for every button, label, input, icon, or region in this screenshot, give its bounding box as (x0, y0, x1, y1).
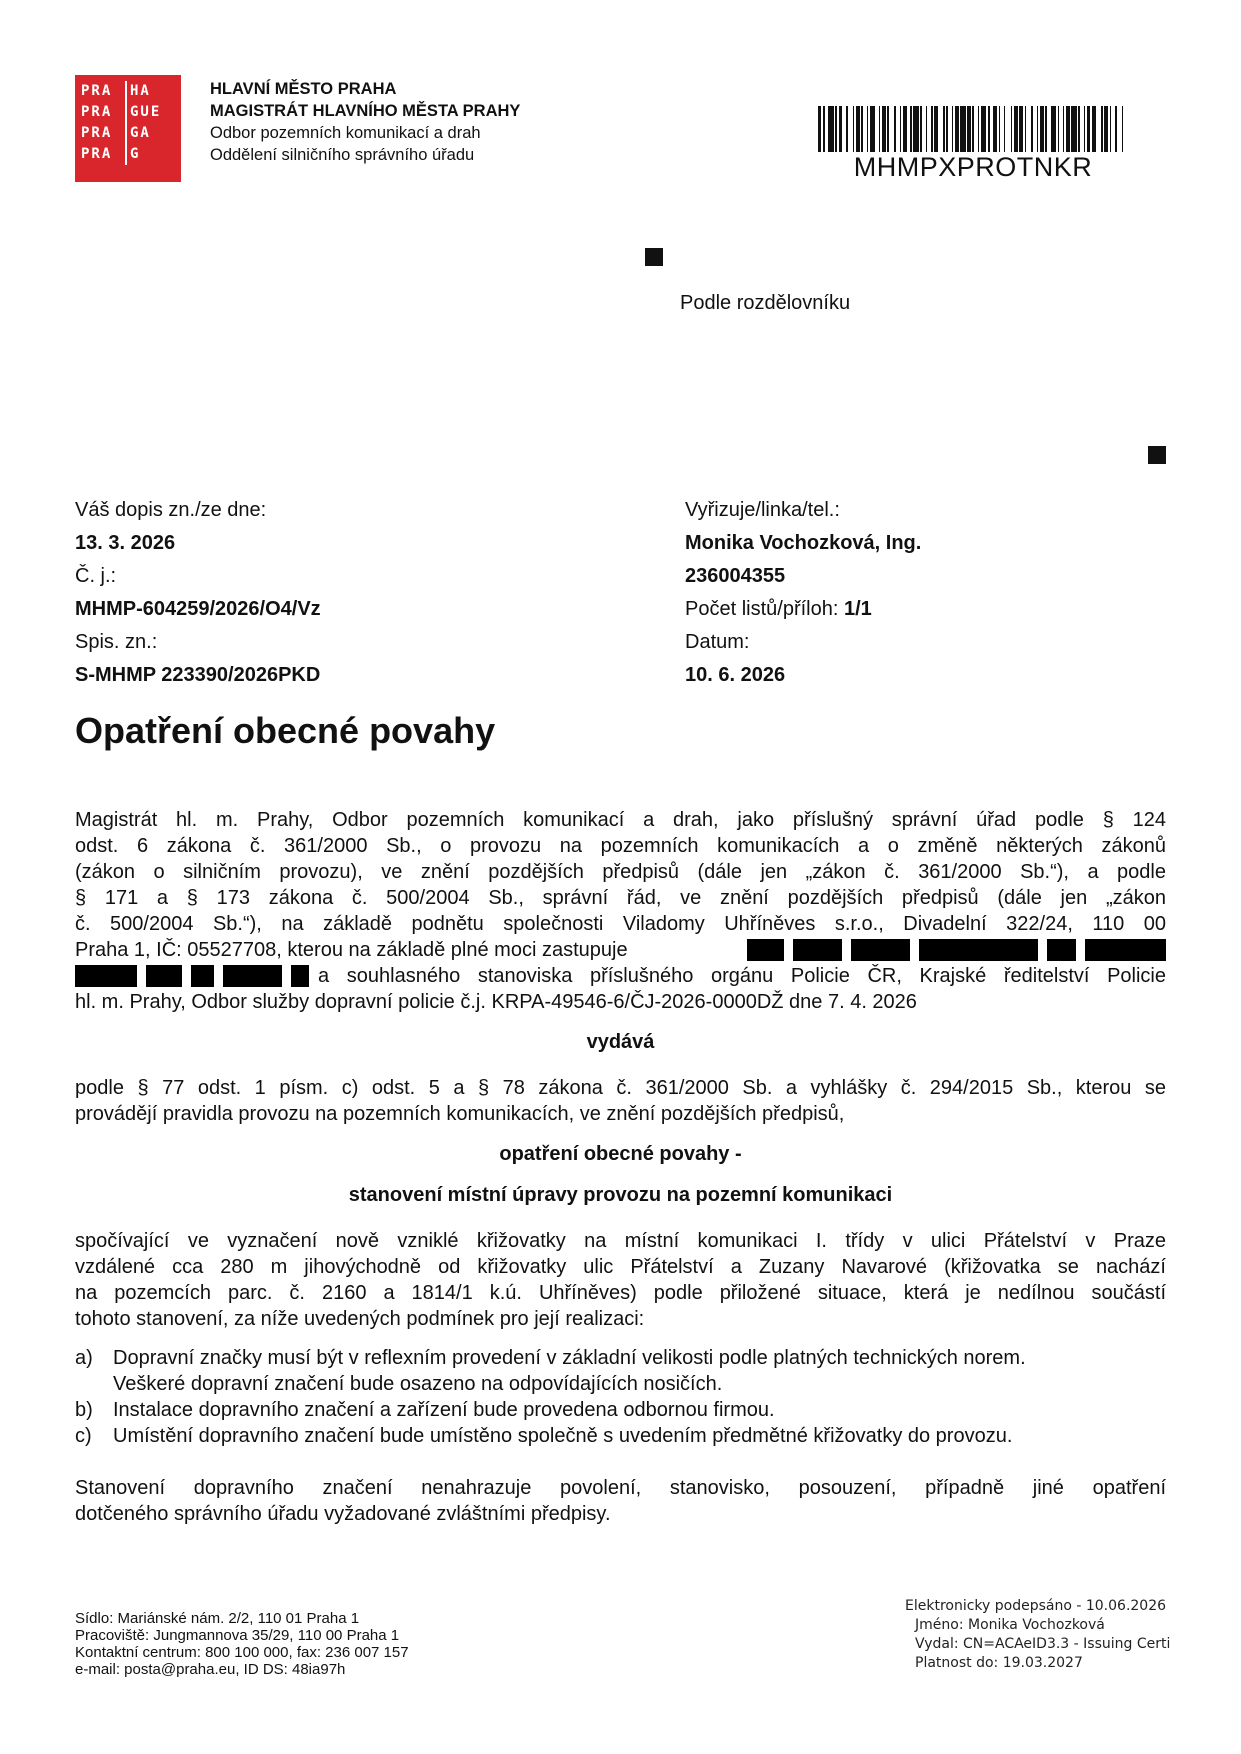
condition-line: Umístění dopravního značení bude umístěno společně s uvedením předmětné křižovatky do provozu. (113, 1425, 1013, 1447)
redaction (75, 965, 137, 987)
redaction (146, 965, 182, 987)
logo-letters: HA (125, 81, 169, 102)
condition-line: Veškeré dopravní značení bude osazeno na odpovídajících nosičích. (113, 1373, 723, 1395)
letter-ref-label: Váš dopis zn./ze dne: (75, 499, 267, 521)
org-city: HLAVNÍ MĚSTO PRAHA (210, 80, 397, 98)
logo-letters: GA (125, 123, 169, 144)
logo-letters: PRA (81, 83, 113, 99)
document-title: Opatření obecné povahy (75, 710, 496, 751)
legal-line: provádějí pravidla provozu na pozemních komunikacích, ve znění pozdějších předpisů, (75, 1103, 845, 1125)
barcode-bar (1123, 106, 1126, 152)
description-line: vzdálené cca 280 m jihovýchodně od křižovatky ulic Přátelství a Zuzany Navarové (křižovatka se nachází (75, 1256, 1166, 1278)
prague-logo (75, 75, 181, 182)
intro-line: odst. 6 zákona č. 361/2000 Sb., o provozu na pozemních komunikacích a o změně některých zákonů (75, 835, 1166, 857)
org-department: Odbor pozemních komunikací a drah (210, 124, 481, 142)
issues-heading: vydává (586, 1031, 655, 1053)
description-line: tohoto stanovení, za níže uvedených podmínek pro její realizaci: (75, 1308, 645, 1330)
description-line: na pozemcích parc. č. 2160 a 1814/1 k.ú. Uhříněves) podle přiložené situace, která je nedílnou součástí (75, 1282, 1166, 1304)
handler-name: Monika Vochozková, Ing. (685, 532, 922, 554)
logo-letters: G (125, 144, 169, 165)
signature-name: Jméno: Monika Vochozková (915, 1617, 1105, 1633)
condition-label: a) (75, 1347, 93, 1369)
conditions-list (75, 1345, 1166, 1449)
electronic-signature (905, 1597, 1170, 1673)
document-date: 10. 6. 2026 (685, 664, 786, 686)
pages-value: 1/1 (843, 598, 872, 620)
intro-line-7: a souhlasného stanoviska příslušného orgánu Policie ČR, Krajské ředitelství Policie (75, 963, 1166, 989)
signature-date: Elektronicky podepsáno - 10.06.2026 (905, 1598, 1167, 1614)
condition-label: b) (75, 1399, 93, 1421)
condition-line: Instalace dopravního značení a zařízení bude provedena odbornou firmou. (113, 1399, 775, 1421)
redaction (1047, 939, 1076, 961)
signature-issuer: Vydal: CN=ACAeID3.3 - Issuing Certi (915, 1636, 1171, 1652)
barcode-text: MHMPXPROTNKR (853, 152, 1093, 182)
intro-line: § 171 a § 173 zákona č. 500/2004 Sb., správní řád, ve znění pozdějších předpisů (dále jen „zákon (75, 887, 1166, 909)
file-number-label: Spis. zn.: (75, 631, 158, 653)
org-magistrate: MAGISTRÁT HLAVNÍHO MĚSTA PRAHY (210, 102, 521, 120)
footer-contacts (75, 1610, 409, 1678)
closing-paragraph (75, 1475, 1166, 1527)
intro-line: (zákon o silničním provozu), ve znění pozdějších předpisů (dále jen „zákon č. 361/2000 Sb.“), a podle (75, 861, 1166, 883)
condition-item (75, 1345, 1166, 1397)
intro-paragraph (75, 807, 1166, 1015)
logo-letters: PRA (81, 146, 113, 162)
description-line: spočívající ve vyznačení nově vzniklé křižovatky na místní komunikaci I. třídy v ulici Přátelství v Praze (75, 1230, 1166, 1252)
contact-block (685, 494, 921, 692)
address-marker-bottom (1148, 446, 1166, 464)
intro-line-8: hl. m. Prahy, Odbor služby dopravní policie č.j. KRPA-49546-6/ČJ-2026-0000DŽ dne 7. 4. 2026 (75, 991, 917, 1013)
legal-line: podle § 77 odst. 1 písm. c) odst. 5 a § 78 zákona č. 361/2000 Sb. a vyhlášky č. 294/2015 Sb., kterou se (75, 1077, 1166, 1099)
legal-basis-paragraph (75, 1075, 1166, 1127)
footer-email: e-mail: posta@praha.eu, ID DS: 48ia97h (75, 1661, 346, 1678)
condition-text (113, 1423, 1012, 1449)
intro-line-6: Praha 1, IČ: 05527708, kterou na základě plné moci zastupuje (75, 937, 1166, 963)
condition-item (75, 1423, 1166, 1449)
condition-text (113, 1397, 775, 1423)
closing-line: dotčeného správního úřadu vyžadované zvláštními předpisy. (75, 1503, 611, 1525)
redaction (291, 965, 309, 987)
closing-line: Stanovení dopravního značení nenahrazuje povolení, stanovisko, posouzení, případně jiné opatření (75, 1477, 1166, 1499)
condition-item (75, 1397, 1166, 1423)
description-paragraph (75, 1228, 1166, 1332)
recipient: Podle rozdělovníku (680, 292, 851, 314)
redaction (223, 965, 282, 987)
redaction (919, 939, 1038, 961)
redaction (793, 939, 842, 961)
reference-block (75, 494, 321, 692)
letter-ref-date: 13. 3. 2026 (75, 532, 176, 554)
file-number: S-MHMP 223390/2026PKD (75, 664, 321, 686)
pages-row (685, 593, 921, 626)
org-division: Oddělení silničního správního úřadu (210, 146, 475, 164)
intro-line: č. 500/2004 Sb.“), na základě podnětu společnosti Viladomy Uhříněves s.r.o., Divadelní 322/24, 110 00 (75, 913, 1166, 935)
redaction (851, 939, 910, 961)
handler-label: Vyřizuje/linka/tel.: (685, 499, 840, 521)
footer-contact-center: Kontaktní centrum: 800 100 000, fax: 236 007 157 (75, 1644, 409, 1661)
footer-workplace: Pracoviště: Jungmannova 35/29, 110 00 Praha 1 (75, 1627, 400, 1644)
measure-subheading: stanovení místní úpravy provozu na pozemní komunikaci (348, 1184, 893, 1206)
handler-phone: 236004355 (685, 565, 786, 587)
measure-heading: opatření obecné povahy - (499, 1143, 742, 1165)
condition-text (113, 1345, 1026, 1397)
redaction (1085, 939, 1166, 961)
pages-label: Počet listů/příloh: (685, 598, 844, 620)
logo-letters: PRA (81, 104, 113, 120)
signature-validity: Platnost do: 19.03.2027 (915, 1655, 1083, 1671)
date-label: Datum: (685, 631, 750, 653)
condition-label: c) (75, 1425, 92, 1447)
barcode (818, 106, 1128, 152)
redaction (747, 939, 784, 961)
address-marker-top (645, 248, 663, 266)
logo-letters: GUE (125, 102, 169, 123)
footer-seat: Sídlo: Mariánské nám. 2/2, 110 01 Praha 1 (75, 1610, 360, 1627)
organization-block (210, 78, 520, 166)
logo-letters: PRA (81, 125, 113, 141)
case-number-label: Č. j.: (75, 565, 117, 587)
intro-line: Magistrát hl. m. Prahy, Odbor pozemních komunikací a drah, jako příslušný správní úřad podle § 124 (75, 809, 1166, 831)
case-number: MHMP-604259/2026/O4/Vz (75, 598, 321, 620)
redaction-group-1 (747, 939, 1166, 961)
redaction (191, 965, 214, 987)
condition-line: Dopravní značky musí být v reflexním provedení v základní velikosti podle platných technických norem. (113, 1347, 1026, 1369)
